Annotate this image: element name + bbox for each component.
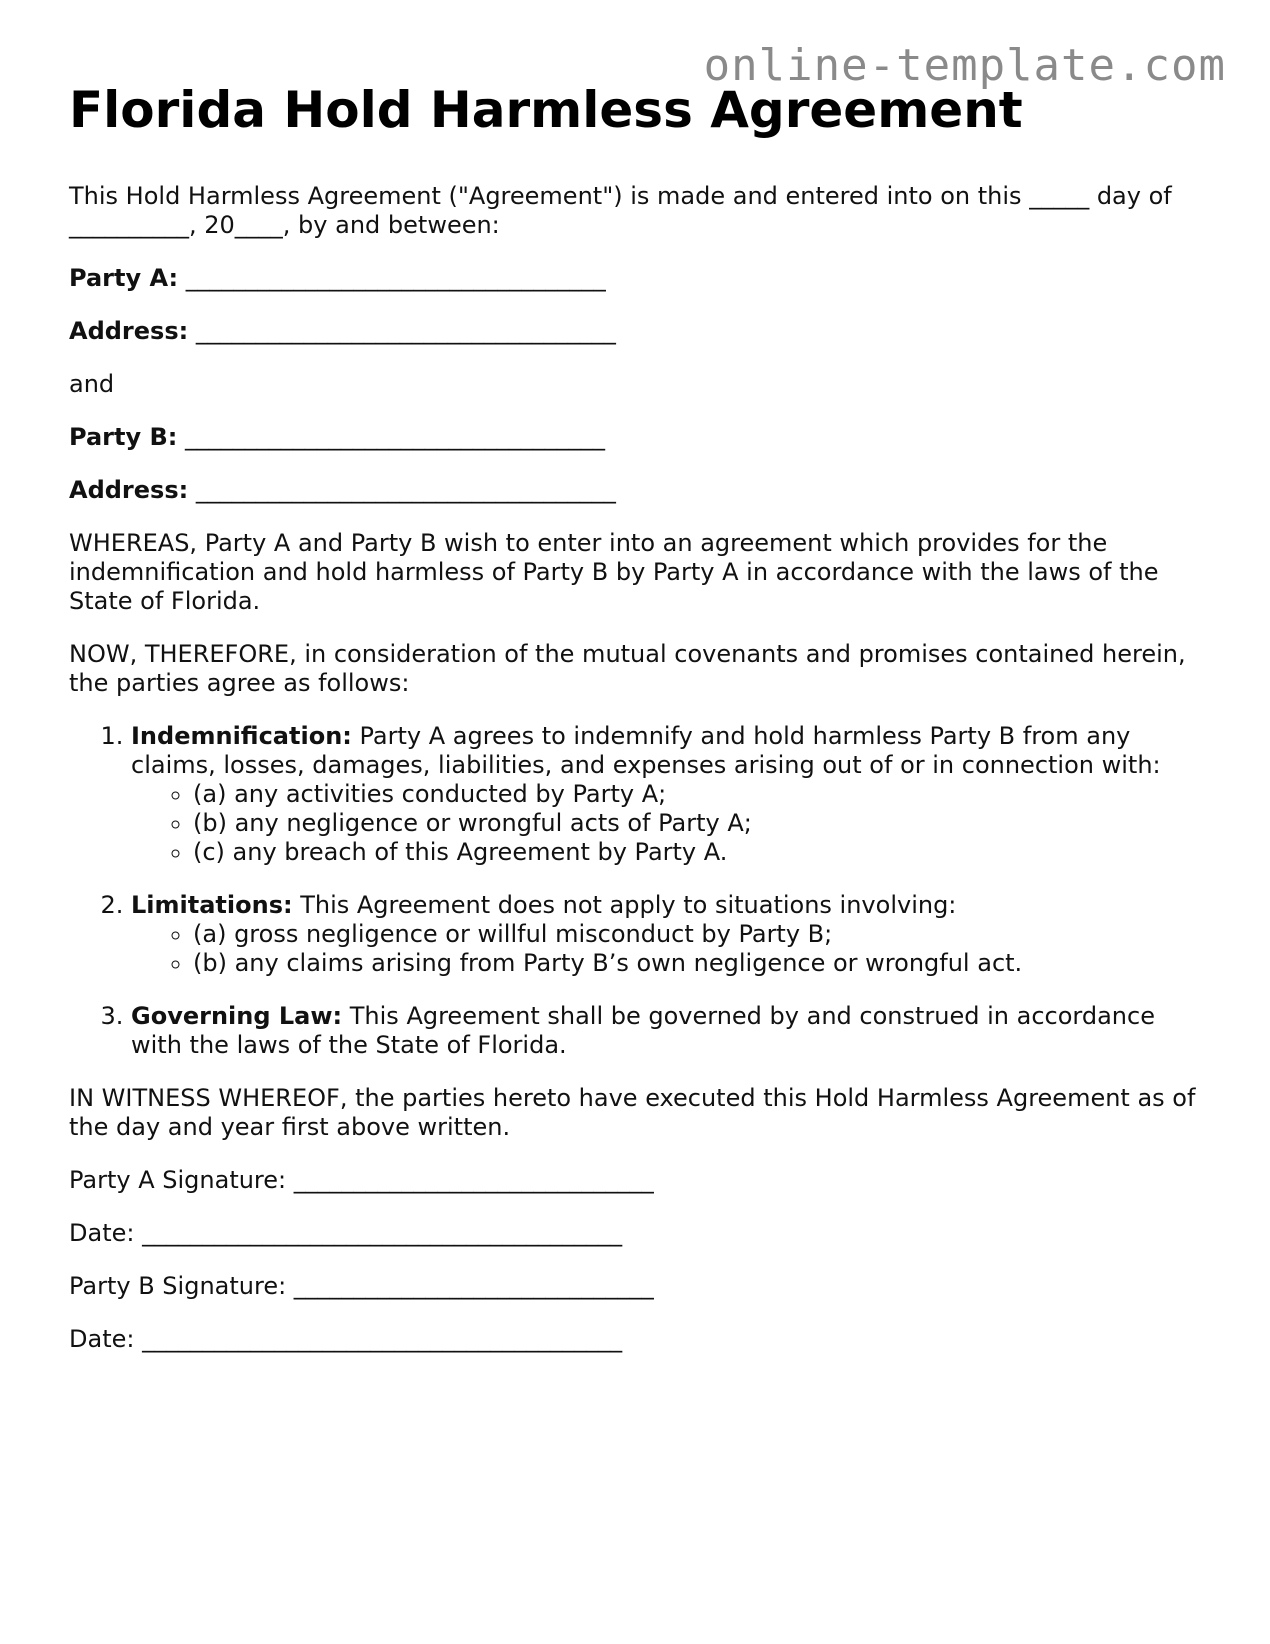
date-b-line: Date: ________________________________________ xyxy=(69,1324,623,1353)
address-b-field xyxy=(69,476,1209,505)
party-b-field xyxy=(69,423,1209,452)
date-a-line: Date: ________________________________________ xyxy=(69,1218,623,1247)
terms-list xyxy=(69,722,1209,1060)
party-b-blank: ___________________________________ xyxy=(184,422,605,451)
intro-paragraph: This Hold Harmless Agreement ("Agreement") is made and entered into on this _____ day of __________, 20____, by and between: xyxy=(69,181,1172,239)
party-a-label: Party A: xyxy=(69,263,179,292)
witness-paragraph: IN WITNESS WHEREOF, the parties hereto have executed this Hold Harmless Agreement as of the day and year first above written. xyxy=(69,1083,1196,1141)
term-text: This Agreement does not apply to situations involving: xyxy=(292,890,957,919)
whereas-paragraph: WHEREAS, Party A and Party B wish to enter into an agreement which provides for the indemnification and hold harmless of Party B by Party A in accordance with the laws of the State of Florida. xyxy=(69,528,1159,615)
party-a-field xyxy=(69,264,1209,293)
term-heading: Indemnification: xyxy=(131,721,352,750)
address-b-label: Address: xyxy=(69,475,189,504)
now-therefore-paragraph: NOW, THEREFORE, in consideration of the mutual covenants and promises contained herein, the parties agree as follows: xyxy=(69,639,1186,697)
party-b-label: Party B: xyxy=(69,422,178,451)
document-title: Florida Hold Harmless Agreement xyxy=(69,81,1023,139)
term-text: This Agreement shall be governed by and construed in accordance with the laws of the State of Florida. xyxy=(131,1001,1155,1059)
term-governing-law xyxy=(131,1002,1209,1060)
sub-item: ◦ (a) gross negligence or willful misconduct by Party B; xyxy=(193,920,1209,949)
address-a-blank: ___________________________________ xyxy=(195,316,616,345)
party-a-signature-line: Party A Signature: ______________________________ xyxy=(69,1165,654,1194)
term-text: Party A agrees to indemnify and hold harmless Party B from any claims, losses, damages, liabilities, and expenses arising out of or in connection with: xyxy=(131,721,1161,779)
sub-list xyxy=(131,780,1209,867)
term-heading: Governing Law: xyxy=(131,1001,343,1030)
document xyxy=(69,82,1209,1378)
sub-item: ◦ (b) any negligence or wrongful acts of Party A; xyxy=(193,809,1209,838)
term-heading: Limitations: xyxy=(131,890,293,919)
term-limitations xyxy=(131,891,1209,978)
sub-item: ◦ (a) any activities conducted by Party A; xyxy=(193,780,1209,809)
party-b-signature-line: Party B Signature: ______________________________ xyxy=(69,1271,654,1300)
sub-list xyxy=(131,920,1209,978)
and-text: and xyxy=(69,369,115,398)
sub-item: ◦ (c) any breach of this Agreement by Party A. xyxy=(193,838,1209,867)
address-a-label: Address: xyxy=(69,316,189,345)
party-a-blank: ___________________________________ xyxy=(185,263,606,292)
address-a-field xyxy=(69,317,1209,346)
watermark: online-template.com xyxy=(703,40,1226,91)
sub-item: ◦ (b) any claims arising from Party B’s own negligence or wrongful act. xyxy=(193,949,1209,978)
term-indemnification xyxy=(131,722,1209,867)
address-b-blank: ___________________________________ xyxy=(195,475,616,504)
